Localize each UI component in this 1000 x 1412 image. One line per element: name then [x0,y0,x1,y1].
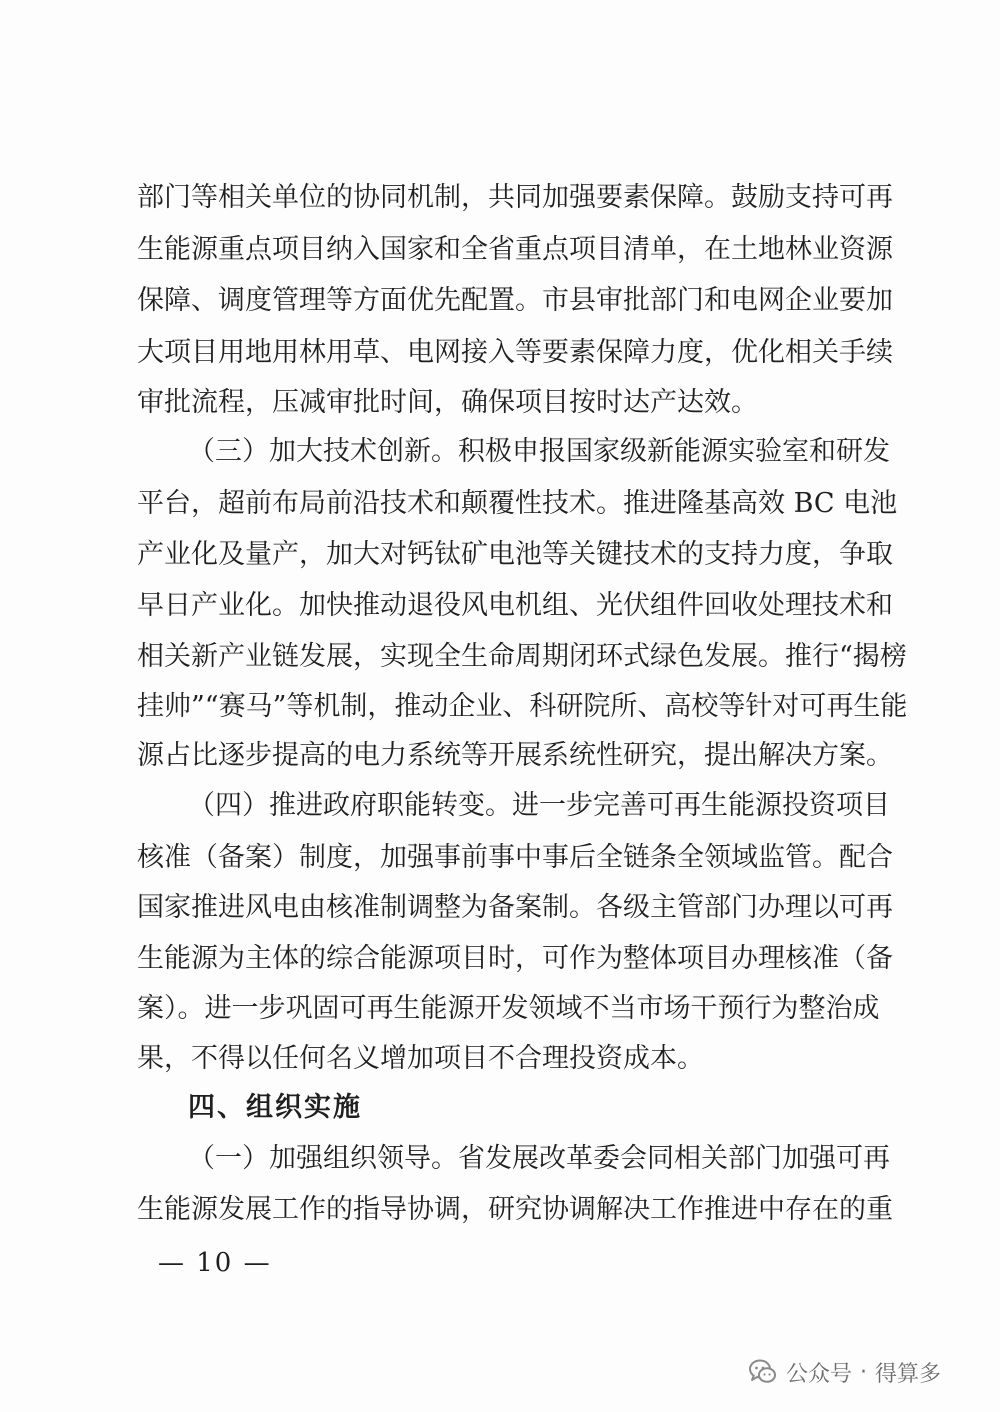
wechat-icon [748,1357,778,1387]
paragraph-line: （四）推进政府职能转变。进一步完善可再生能源投资项目 [188,790,890,821]
paragraph-line: 生能源重点项目纳入国家和全省重点项目清单，在土地林业资源 [137,234,893,265]
paragraph-line: 大项目用地用林用草、电网接入等要素保障力度，优化相关手续 [137,337,893,368]
paragraph-line: 早日产业化。加快推动退役风电机组、光伏组件回收处理技术和 [137,590,893,621]
paragraph-line: 生能源发展工作的指导协调，研究协调解决工作推进中存在的重 [137,1194,893,1225]
paragraph-line: （三）加大技术创新。积极申报国家级新能源实验室和研发 [188,436,890,467]
paragraph-line: （一）加强组织领导。省发展改革委会同相关部门加强可再 [188,1143,890,1174]
page-number: — 10 — [158,1248,272,1278]
watermark-account: 得算多 [875,1361,942,1387]
paragraph-line: 挂帅”“赛马”等机制，推动企业、科研院所、高校等针对可再生能 [137,691,908,722]
section-heading: 四、组织实施 [188,1092,362,1123]
paragraph-line: 审批流程，压减审批时间，确保项目按时达产达效。 [137,387,758,418]
paragraph-line: 源占比逐步提高的电力系统等开展系统性研究，提出解决方案。 [137,740,893,771]
watermark-separator: · [860,1359,868,1385]
paragraph-line: 果，不得以任何名义增加项目不合理投资成本。 [137,1043,704,1074]
paragraph-line: 保障、调度管理等方面优先配置。市县审批部门和电网企业要加 [137,285,893,316]
paragraph-line: 平台，超前布局前沿技术和颠覆性技术。推进隆基高效 BC 电池 [137,488,898,519]
paragraph-line: 相关新产业链发展，实现全生命周期闭环式绿色发展。推行“揭榜 [137,641,907,672]
watermark-label: 公众号 [786,1361,853,1387]
paragraph-line: 国家推进风电由核准制调整为备案制。各级主管部门办理以可再 [137,892,893,923]
paragraph-line: 生能源为主体的综合能源项目时，可作为整体项目办理核准（备 [137,943,893,974]
paragraph-line: 部门等相关单位的协同机制，共同加强要素保障。鼓励支持可再 [137,182,893,213]
paragraph-line: 产业化及量产，加大对钙钛矿电池等关键技术的支持力度，争取 [137,539,893,570]
wechat-watermark [748,1355,941,1389]
paragraph-line: 案）。进一步巩固可再生能源开发领域不当市场干预行为整治成 [137,993,880,1024]
paragraph-line: 核准（备案）制度，加强事前事中事后全链条全领域监管。配合 [137,842,893,873]
